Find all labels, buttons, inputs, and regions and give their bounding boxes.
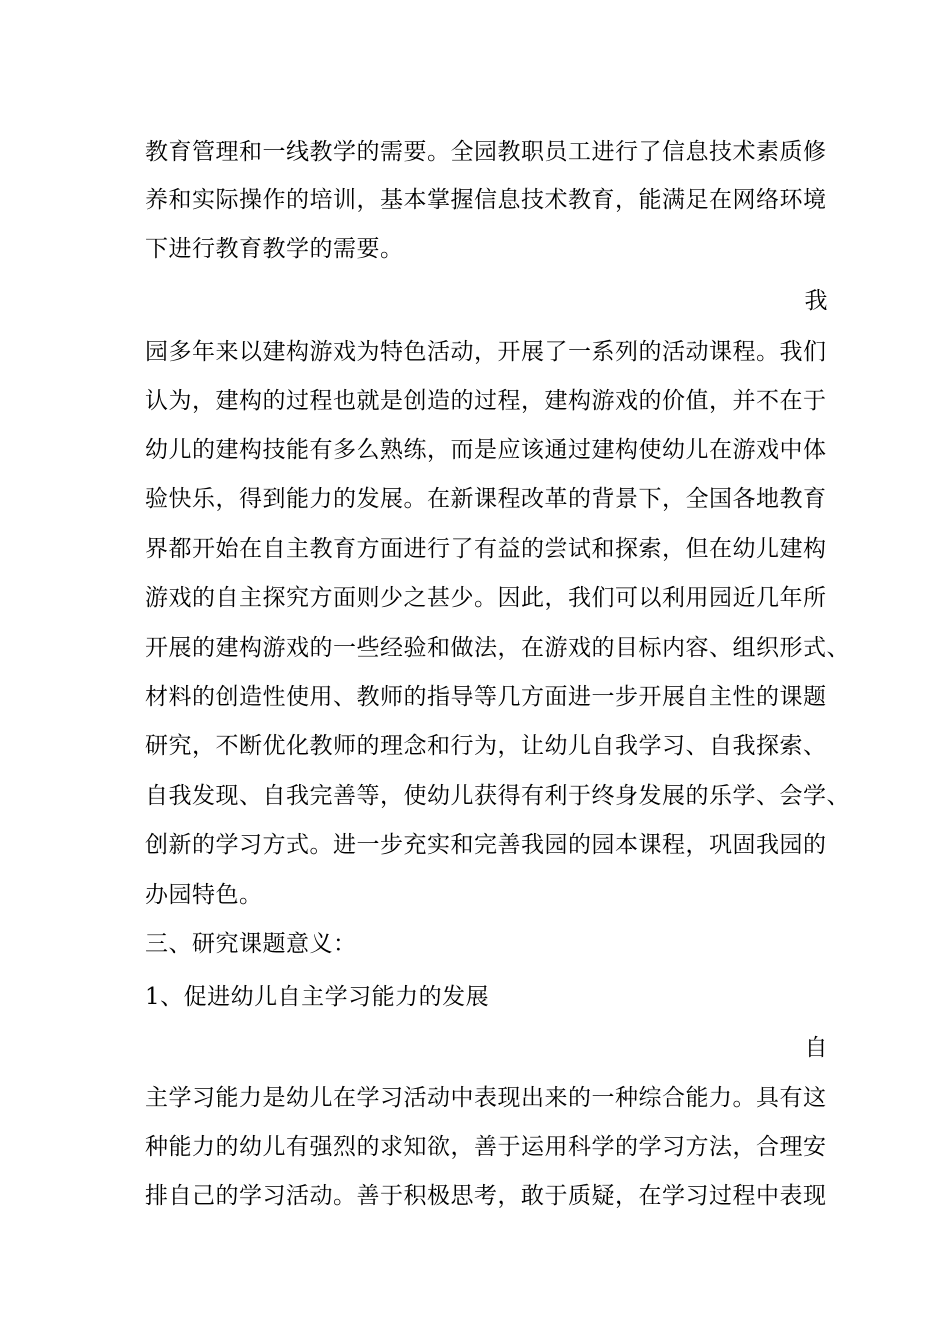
paragraph-line: 验快乐，得到能力的发展。在新课程改革的背景下，全国各地教育 <box>145 486 827 512</box>
subsection-heading: 1、促进幼儿自主学习能力的发展 <box>145 984 490 1010</box>
paragraph-line: 界都开始在自主教育方面进行了有益的尝试和探索，但在幼儿建构 <box>145 536 827 562</box>
paragraph-line: 创新的学习方式。进一步充实和完善我园的园本课程，巩固我园的 <box>145 832 827 858</box>
paragraph-line: 主学习能力是幼儿在学习活动中表现出来的一种综合能力。具有这 <box>145 1085 827 1111</box>
paragraph-line: 下进行教育教学的需要。 <box>145 236 404 262</box>
paragraph-line: 自 <box>804 1035 828 1061</box>
paragraph-line: 办园特色。 <box>145 882 263 908</box>
paragraph-line: 认为，建构的过程也就是创造的过程，建构游戏的价值，并不在于 <box>145 388 827 414</box>
paragraph-line: 开展的建构游戏的一些经验和做法，在游戏的目标内容、组织形式、 <box>145 635 850 661</box>
paragraph-line: 园多年来以建构游戏为特色活动，开展了一系列的活动课程。我们 <box>145 339 827 365</box>
paragraph-line: 幼儿的建构技能有多么熟练，而是应该通过建构使幼儿在游戏中体 <box>145 437 827 463</box>
paragraph-line: 研究，不断优化教师的理念和行为，让幼儿自我学习、自我探索、 <box>145 733 827 759</box>
paragraph-line: 我 <box>804 288 828 314</box>
paragraph-line: 种能力的幼儿有强烈的求知欲，善于运用科学的学习方法，合理安 <box>145 1134 827 1160</box>
paragraph-line: 材料的创造性使用、教师的指导等几方面进一步开展自主性的课题 <box>145 684 827 710</box>
paragraph-line: 排自己的学习活动。善于积极思考，敢于质疑，在学习过程中表现 <box>145 1183 827 1209</box>
paragraph-line: 养和实际操作的培训，基本掌握信息技术教育，能满足在网络环境 <box>145 187 827 213</box>
paragraph-line: 自我发现、自我完善等，使幼儿获得有利于终身发展的乐学、会学、 <box>145 783 850 809</box>
section-heading: 三、研究课题意义： <box>145 931 357 957</box>
paragraph-line: 教育管理和一线教学的需要。全园教职员工进行了信息技术素质修 <box>145 139 827 165</box>
paragraph-line: 游戏的自主探究方面则少之甚少。因此，我们可以利用园近几年所 <box>145 585 827 611</box>
